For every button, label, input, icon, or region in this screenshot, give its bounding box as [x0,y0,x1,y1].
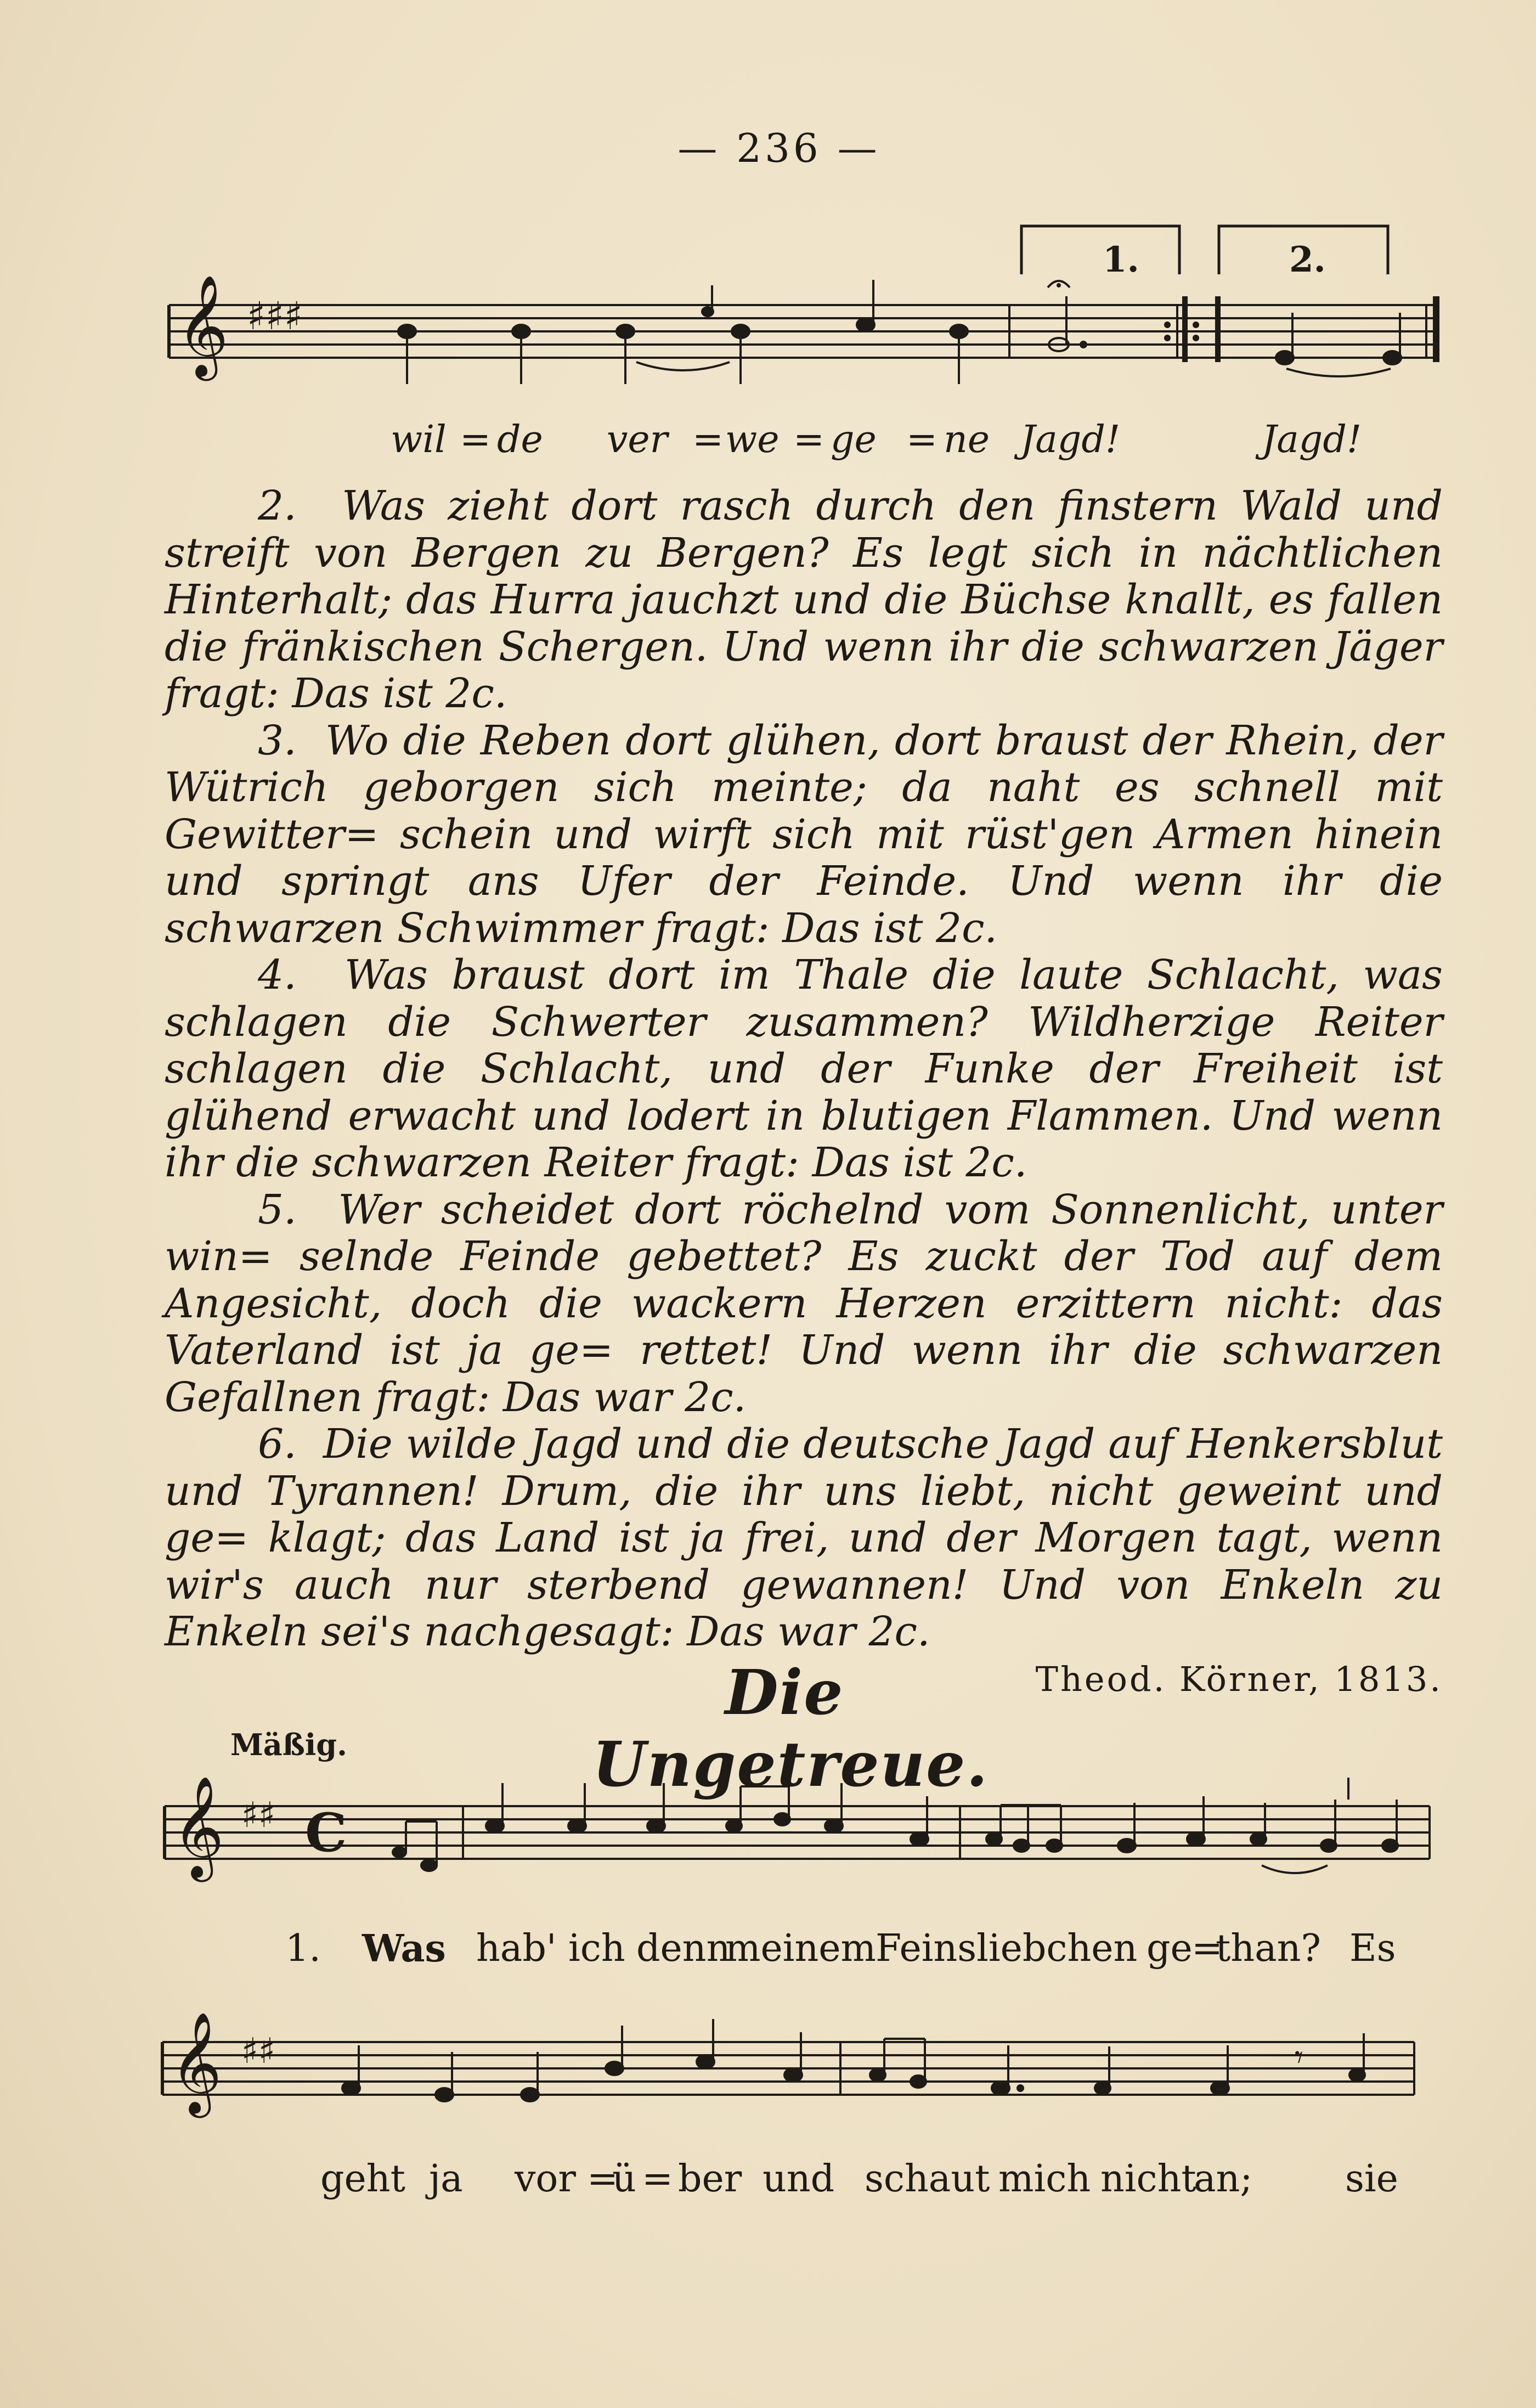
verse-text: Wo die Reben dort glühen, dort braust der Rhein, der Wütrich geborgen sich meinte; da naht es schnell mit Gewitter= schein und wirft sich mit rüst'gen Armen hinein und springt ans Ufer der Feinde. Und wenn ihr die schwarzen Schwimmer fragt: Das ist 2c. [165,717,1443,952]
verse-3 [165,718,1443,952]
lyric-syllable: = [642,2157,673,2201]
top-music-staff [0,208,1536,395]
lyric-syllable: schaut [865,2157,990,2201]
lyric-syllable: ge [1147,1927,1193,1970]
lyric-syllable: an; [1194,2157,1253,2201]
verse-text: Die wilde Jagd und die deutsche Jagd auf Henkersblut und Tyrannen! Drum, die ihr uns liebt, nicht geweint und ge= klagt; das Land ist ja frei, und der Morgen tagt, wenn wir's auch nur sterbend gewannen! Und von Enkeln zu Enkeln sei's nachgesagt: Das war 2c. [165,1420,1443,1655]
verse-text: Was braust dort im Thale die laute Schlacht, was schlagen die Schwerter zusammen? Wildherzige Reiter schlagen die Schlacht, und der Funke der Freiheit ist glühend erwacht und lodert in blutigen Flammen. Und wenn ihr die schwarzen Reiter fragt: Das ist 2c. [165,951,1443,1186]
lyric-syllable: nicht [1100,2157,1196,2201]
author-credit: Theod. Körner, 1813. [1035,1659,1443,1699]
lyric-syllable: sie [1345,2157,1398,2201]
song-title: Die Ungetreue. [592,1657,989,1801]
lyric-syllable: denn [636,1927,731,1970]
svg-text:♯♯♯: ♯♯♯ [247,294,303,339]
svg-text:𝄞: 𝄞 [172,1775,224,1877]
verse-number: 6. [258,1420,297,1468]
lyric-syllable: de [497,418,543,461]
page-number: — 236 — [677,125,880,171]
lyric-syllable: than? [1216,1927,1321,1970]
lyric-syllable: Jagd! [1262,418,1362,461]
svg-text:♯♯: ♯♯ [241,1795,275,1836]
lyric-syllable: = [460,418,491,461]
lyric-syllable: = [793,418,825,461]
lyric-syllable: Was [362,1927,446,1971]
verse-5 [165,1187,1443,1422]
lyric-syllable: ver [607,418,668,461]
lyric-syllable: = [906,418,938,461]
svg-text:𝄞: 𝄞 [170,2011,222,2113]
lyric-syllable: meinem [725,1927,876,1970]
lyric-syllable: we [725,418,780,461]
lyric-syllable: ne [944,418,990,461]
lyric-syllable: ü [612,2157,636,2201]
lyric-syllable: vor [515,2157,576,2201]
lyric-syllable: ber [678,2157,742,2201]
poem-verses [165,482,1443,1699]
verse-number: 3. [258,717,297,764]
lyric-syllable: ich [568,1927,625,1970]
tempo-marking: Mäßig. [230,1727,347,1762]
volta-2-label: 2. [1289,239,1326,280]
lyric-syllable: ja [429,2157,463,2201]
lyric-syllable: und [763,2157,835,2201]
verse-2 [165,483,1443,718]
verse-4 [165,952,1443,1187]
song-staff-2 [0,1997,1536,2151]
lyric-syllable: geht [320,2157,405,2201]
song-staff-1 [0,1775,1536,1931]
volta-1-label: 1. [1103,239,1139,280]
verse-number: 4. [258,951,297,999]
lyric-syllable: Jagd! [1020,418,1121,461]
lyric-syllable: wil [391,418,447,461]
lyric-syllable: Feinsliebchen [876,1927,1138,1970]
verse-number: 2. [258,482,297,529]
lyric-syllable: mich [998,2157,1091,2201]
verse-text: Wer scheidet dort röchelnd vom Sonnenlicht, unter win= selnde Feinde gebettet? Es zuckt der Tod auf dem Angesicht, doch die wackern Herzen erzittern nicht: das Vaterland ist ja ge= rettet! Und wenn ihr die schwarzen Gefallnen fragt: Das war 2c. [165,1186,1443,1421]
top-music-lyrics [0,418,1536,467]
svg-text:𝄞: 𝄞 [177,274,229,376]
song-lyrics-line-1 [0,1927,1536,1976]
verse-text: Was zieht dort rasch durch den finstern Wald und streift von Bergen zu Bergen? Es legt sich in nächtlichen Hinterhalt; das Hurra jauchzt und die Büchse knallt, es fallen die fränkischen Schergen. Und wenn ihr die schwarzen Jäger fragt: Das ist 2c. [165,482,1443,717]
svg-text:♯♯: ♯♯ [241,2031,275,2072]
lyric-syllable: 1. [285,1927,321,1970]
svg-text:C: C [305,1802,347,1864]
lyric-syllable: = [587,2157,618,2201]
lyric-syllable: Es [1349,1927,1396,1970]
lyric-syllable: ge [831,418,877,461]
lyric-syllable: = [1191,1927,1223,1970]
lyric-syllable: = [692,418,724,461]
verse-number: 5. [258,1186,297,1233]
verse-6 [165,1421,1443,1656]
svg-text:𝄾: 𝄾 [1295,2038,1303,2077]
lyric-syllable: hab' [476,1927,557,1970]
song-lyrics-line-2 [0,2157,1536,2207]
